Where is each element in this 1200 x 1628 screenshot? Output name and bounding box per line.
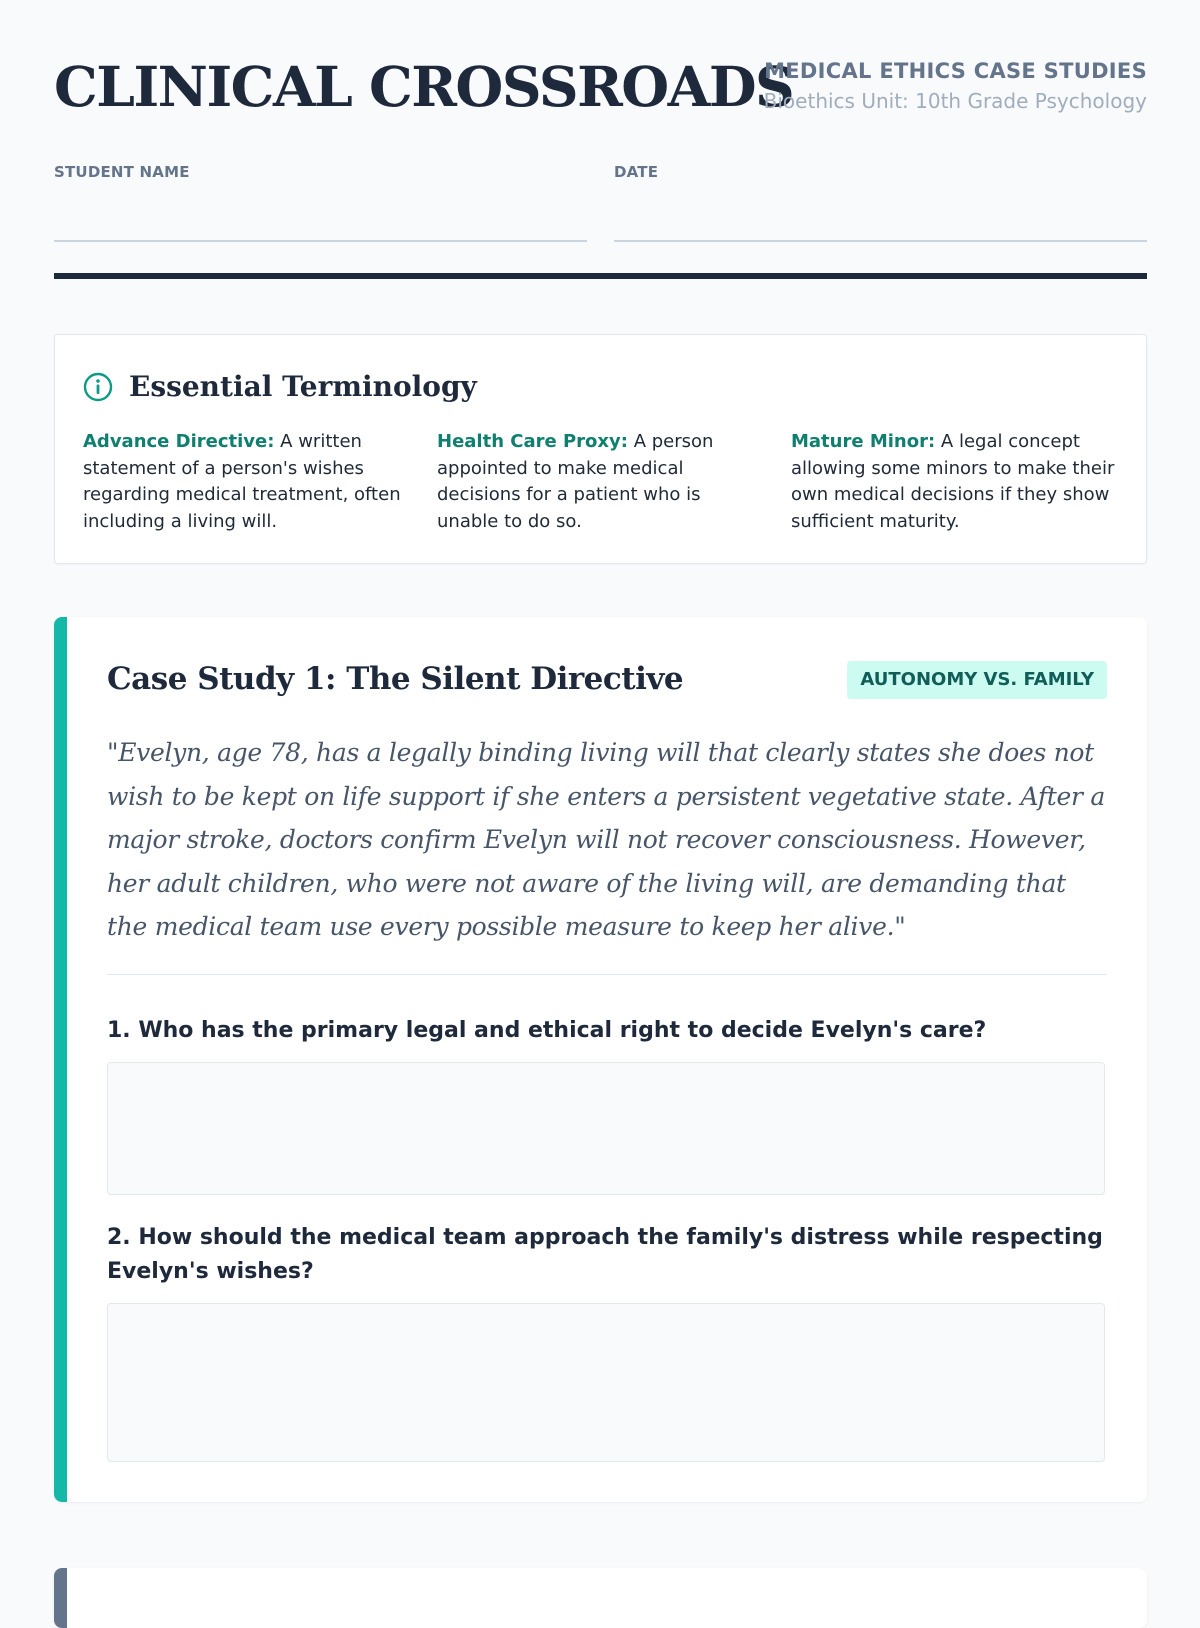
term-mature-minor [791,429,1121,535]
theme-badge: AUTONOMY VS. FAMILY [847,661,1107,699]
student-name-field [54,160,587,242]
case-accent-bar [54,617,67,1502]
next-case-card [54,1568,1147,1628]
terminology-title: Essential Terminology [129,370,477,403]
page-title: CLINICAL CROSSROADS [54,54,794,119]
date-input[interactable] [614,196,1147,242]
date-label: DATE [614,163,659,181]
term-advance-directive [83,429,413,535]
student-name-label: STUDENT NAME [54,163,190,181]
answer-2-box[interactable] [107,1303,1105,1462]
date-field [614,160,1147,242]
question-1: 1. Who has the primary legal and ethical right to decide Evelyn's care? [107,1018,987,1043]
term-name: Mature Minor: [791,431,936,452]
case-study-title: Case Study 1: The Silent Directive [107,661,684,697]
student-info-fields [54,160,1147,246]
answer-1-box[interactable] [107,1062,1105,1195]
header-divider [54,273,1147,279]
student-name-input[interactable] [54,196,587,242]
header-meta [764,56,1147,116]
terminology-box [54,334,1147,564]
next-case-accent-bar [54,1568,67,1628]
case-study-card [54,617,1147,1502]
term-definition: A person appointed to make medical decisions for a patient who is unable to do so. [437,431,714,532]
series-label: MEDICAL ETHICS CASE STUDIES [764,59,1147,83]
term-name: Advance Directive: [83,431,275,452]
term-health-care-proxy [437,429,767,535]
worksheet-header [54,52,1147,122]
term-definition: A legal concept allowing some minors to make their own medical decisions if they show sufficient maturity. [791,431,1115,532]
info-icon [83,372,113,402]
question-2: 2. How should the medical team approach the family's distress while respecting Evelyn's wishes? [107,1225,1103,1284]
term-name: Health Care Proxy: [437,431,628,452]
case-scenario: "Evelyn, age 78, has a legally binding living will that clearly states she does not wish to be kept on life support if she enters a persistent vegetative state. After a major stroke, doctors confirm Evelyn will not recover consciousness. However, her adult children, who were not aware of the living will, are demanding that the medical team use every possible measure to keep her alive." [107,738,1105,941]
case-divider [107,974,1107,975]
term-definition: A written statement of a person's wishes regarding medical treatment, often including a living will. [83,431,401,532]
unit-subtitle: Bioethics Unit: 10th Grade Psychology [763,89,1147,113]
